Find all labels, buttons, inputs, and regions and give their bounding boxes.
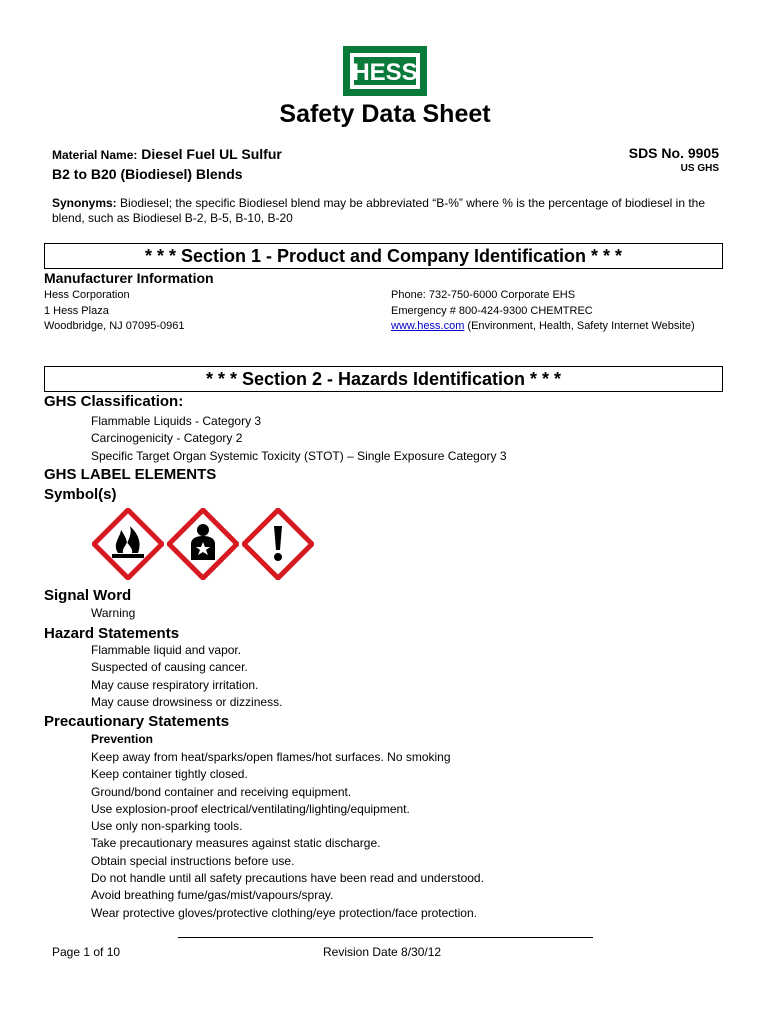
prevention-item: Avoid breathing fume/gas/mist/vapours/spray. — [91, 888, 334, 903]
manufacturer-contact — [391, 288, 695, 335]
health-hazard-icon — [167, 508, 239, 580]
footer-divider — [178, 937, 593, 938]
classification-item: Carcinogenicity - Category 2 — [91, 431, 243, 446]
classification-item: Flammable Liquids - Category 3 — [91, 414, 262, 428]
prevention-item: Use explosion-proof electrical/ventilating/lighting/equipment. — [91, 801, 410, 816]
prevention-item: Do not handle until all safety precautions have been read and understood. — [91, 871, 484, 886]
manufacturer-address — [44, 288, 184, 335]
classification-item: Specific Target Organ Systemic Toxicity (STOT) – Single Exposure Category 3 — [91, 448, 507, 463]
website-link[interactable]: www.hess.com — [391, 320, 465, 332]
section2-header — [44, 366, 723, 392]
hazard-statements-heading: Hazard Statements — [44, 625, 180, 642]
ghs-classification-heading: GHS Classification: — [44, 393, 184, 410]
signal-word-heading: Signal Word — [44, 587, 132, 604]
prevention-item: Ground/bond container and receiving equipment. — [91, 784, 352, 799]
prevention-item: Use only non-sparking tools. — [91, 819, 243, 834]
hazard-item: May cause drowsiness or dizziness. — [91, 694, 283, 709]
page-number: Page 1 of 10 — [52, 945, 121, 959]
logo-text: HESS — [352, 59, 418, 86]
section1-header — [44, 243, 723, 269]
label-elements-heading: GHS LABEL ELEMENTS — [44, 466, 217, 483]
synonyms — [52, 196, 724, 226]
sds-number: SDS No. 9905 — [628, 145, 719, 161]
website-line — [391, 319, 695, 335]
prevention-heading: Prevention — [91, 732, 154, 746]
company-street: 1 Hess Plaza — [44, 304, 109, 317]
hazard-item: May cause respiratory irritation. — [91, 677, 259, 692]
company-name: Hess Corporation — [44, 289, 130, 301]
hazard-item: Suspected of causing cancer. — [91, 660, 248, 675]
revision-date: Revision Date 8/30/12 — [323, 945, 442, 959]
prevention-item: Keep away from heat/sparks/open flames/hot surfaces. No smoking — [91, 750, 451, 764]
prevention-item: Obtain special instructions before use. — [91, 853, 295, 868]
phone-text: Phone: 732-750-6000 Corporate EHS — [391, 289, 576, 301]
hazard-list — [91, 642, 282, 711]
company-city: Woodbridge, NJ 07095-0961 — [44, 320, 185, 332]
material-name-line2: B2 to B20 (Biodiesel) Blends — [52, 166, 243, 182]
section1-title: * * * Section 1 - Product and Company Identification * * * — [144, 246, 623, 266]
hess-logo — [341, 44, 429, 98]
hazard-item: Flammable liquid and vapor. — [91, 643, 242, 657]
document-title: Safety Data Sheet — [279, 100, 491, 128]
material-name — [52, 145, 282, 184]
exclamation-icon — [242, 508, 314, 580]
manufacturer-heading: Manufacturer Information — [44, 270, 214, 286]
signal-word: Warning — [91, 606, 136, 620]
flame-icon — [92, 508, 164, 580]
prevention-list — [91, 749, 484, 922]
precautionary-heading: Precautionary Statements — [44, 713, 230, 730]
prevention-item: Take precautionary measures against static discharge. — [91, 836, 381, 851]
synonyms-label: Synonyms: — [52, 196, 117, 210]
symbols-heading: Symbol(s) — [44, 486, 117, 503]
material-name-line1: Diesel Fuel UL Sulfur — [141, 146, 282, 162]
classification-list — [91, 413, 507, 465]
emergency-text: Emergency # 800-424-9300 CHEMTREC — [391, 304, 593, 317]
prevention-item: Wear protective gloves/protective clothing/eye protection/face protection. — [91, 905, 477, 920]
prevention-item: Keep container tightly closed. — [91, 767, 248, 782]
website-desc: (Environment, Health, Safety Internet Website) — [464, 320, 695, 332]
synonyms-text: Biodiesel; the specific Biodiesel blend may be abbreviated “B-%” where % is the percentage of biodiesel in the blend, such as Biodiesel B-2, B-5, B-10, B-20 — [52, 196, 706, 225]
material-label: Material Name: — [52, 148, 138, 162]
section2-title: * * * Section 2 - Hazards Identification * * * — [205, 369, 562, 389]
sds-format: US GHS — [680, 163, 719, 174]
